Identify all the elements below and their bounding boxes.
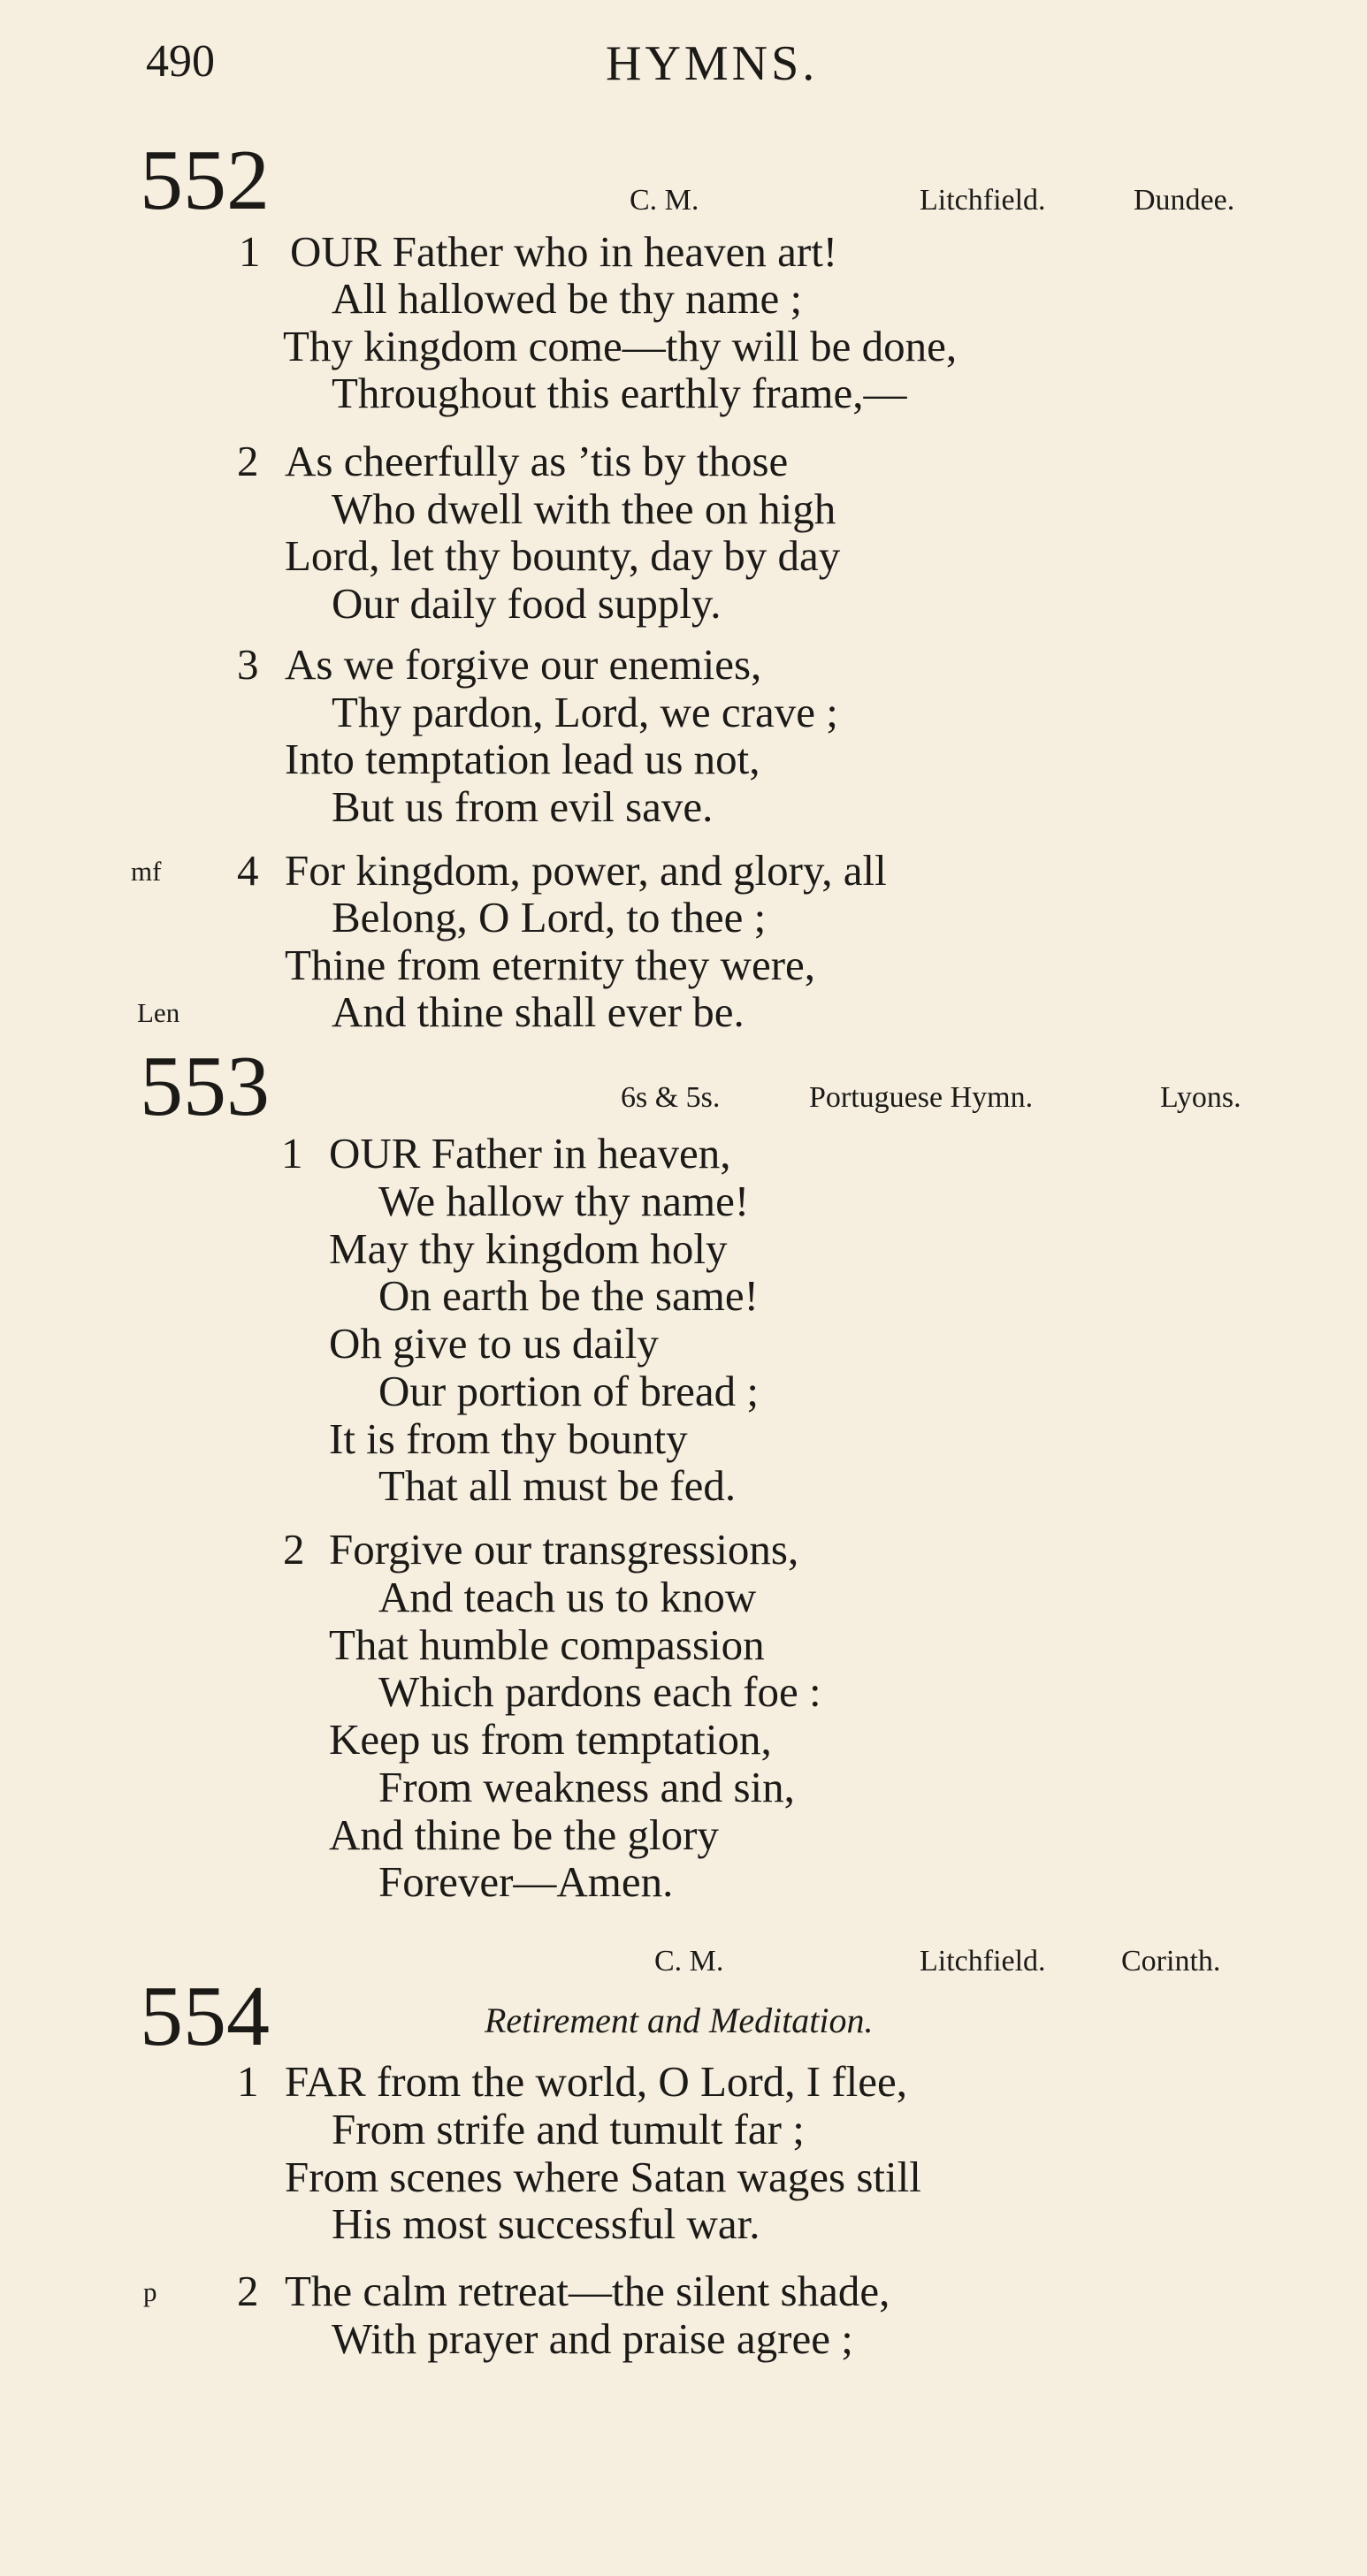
hymn-line: And thine be the glory bbox=[329, 1810, 719, 1859]
hymn-line: As cheerfully as ’tis by those bbox=[285, 437, 789, 485]
hymn-meter: C. M. bbox=[654, 1945, 724, 1978]
tempo-mark: Len bbox=[137, 997, 180, 1028]
tune-name: Lyons. bbox=[1160, 1081, 1241, 1114]
verse-number: 2 bbox=[237, 437, 259, 485]
hymn-line: Oh give to us daily bbox=[329, 1319, 659, 1368]
hymn-line: Our portion of bread ; bbox=[378, 1367, 759, 1415]
hymn-line: Belong, O Lord, to thee ; bbox=[332, 893, 767, 941]
hymn-line: Thy pardon, Lord, we crave ; bbox=[332, 688, 838, 736]
tune-name: Litchfield. bbox=[920, 184, 1046, 217]
hymn-line: OUR Father who in heaven art! bbox=[290, 227, 838, 276]
verse-number: 1 bbox=[237, 2057, 259, 2106]
verse-number: 4 bbox=[237, 846, 259, 895]
verse-number: 2 bbox=[237, 2267, 259, 2315]
hymn-line: With prayer and praise agree ; bbox=[332, 2314, 853, 2363]
hymn-line: The calm retreat—the silent shade, bbox=[285, 2267, 890, 2315]
hymn-meter: 6s & 5s. bbox=[621, 1081, 721, 1114]
tune-name: Portuguese Hymn. bbox=[809, 1081, 1034, 1114]
hymn-line: That humble compassion bbox=[329, 1620, 765, 1669]
hymn-line: Who dwell with thee on high bbox=[332, 484, 836, 533]
hymn-line: But us from evil save. bbox=[332, 782, 714, 831]
hymn-number: 554 bbox=[140, 1969, 270, 2064]
hymn-line: And thine shall ever be. bbox=[332, 987, 745, 1036]
tune-name: Corinth. bbox=[1121, 1945, 1221, 1978]
hymn-line: That all must be fed. bbox=[378, 1461, 737, 1510]
hymn-line: Into temptation lead us not, bbox=[285, 735, 760, 783]
hymn-line: From scenes where Satan wages still bbox=[285, 2153, 921, 2201]
hymn-line: May thy kingdom holy bbox=[329, 1224, 728, 1273]
hymn-line: For kingdom, power, and glory, all bbox=[285, 846, 887, 895]
verse-number: 1 bbox=[281, 1129, 303, 1177]
verse-number: 1 bbox=[239, 227, 261, 276]
hymn-line: Forgive our transgressions, bbox=[329, 1525, 799, 1574]
page-number: 490 bbox=[146, 36, 215, 87]
hymn-line: Throughout this earthly frame,— bbox=[332, 369, 907, 417]
running-title: HYMNS. bbox=[606, 36, 819, 91]
hymn-line: As we forgive our enemies, bbox=[285, 640, 762, 689]
hymn-line: From weakness and sin, bbox=[378, 1763, 795, 1811]
hymn-line: From strife and tumult far ; bbox=[332, 2105, 805, 2153]
hymn-meter: C. M. bbox=[630, 184, 699, 217]
hymn-subtitle: Retirement and Meditation. bbox=[485, 2001, 874, 2040]
hymn-line: We hallow thy name! bbox=[378, 1177, 750, 1225]
hymn-line: On earth be the same! bbox=[378, 1271, 759, 1320]
hymn-number: 553 bbox=[140, 1039, 270, 1134]
hymn-line: Which pardons each foe : bbox=[378, 1667, 821, 1716]
tune-name: Dundee. bbox=[1134, 184, 1235, 217]
hymn-line: Thy kingdom come—thy will be done, bbox=[283, 322, 958, 370]
dynamic-mark: p bbox=[143, 2276, 157, 2307]
hymn-number: 552 bbox=[140, 133, 270, 228]
tune-name: Litchfield. bbox=[920, 1945, 1046, 1978]
hymn-line: Forever—Amen. bbox=[378, 1857, 674, 1906]
hymn-line: FAR from the world, O Lord, I flee, bbox=[285, 2057, 907, 2106]
hymn-line: Our daily food supply. bbox=[332, 579, 722, 628]
hymn-line: Keep us from temptation, bbox=[329, 1715, 772, 1764]
hymn-line: His most successful war. bbox=[332, 2199, 760, 2248]
verse-number: 2 bbox=[283, 1525, 305, 1574]
dynamic-mark: mf bbox=[131, 856, 162, 887]
hymn-line: And teach us to know bbox=[378, 1573, 757, 1621]
verse-number: 3 bbox=[237, 640, 259, 689]
hymn-line: All hallowed be thy name ; bbox=[332, 274, 803, 323]
hymn-line: OUR Father in heaven, bbox=[329, 1129, 731, 1177]
hymn-line: Thine from eternity they were, bbox=[285, 941, 816, 989]
hymn-line: Lord, let thy bounty, day by day bbox=[285, 531, 841, 580]
hymn-line: It is from thy bounty bbox=[329, 1414, 688, 1463]
